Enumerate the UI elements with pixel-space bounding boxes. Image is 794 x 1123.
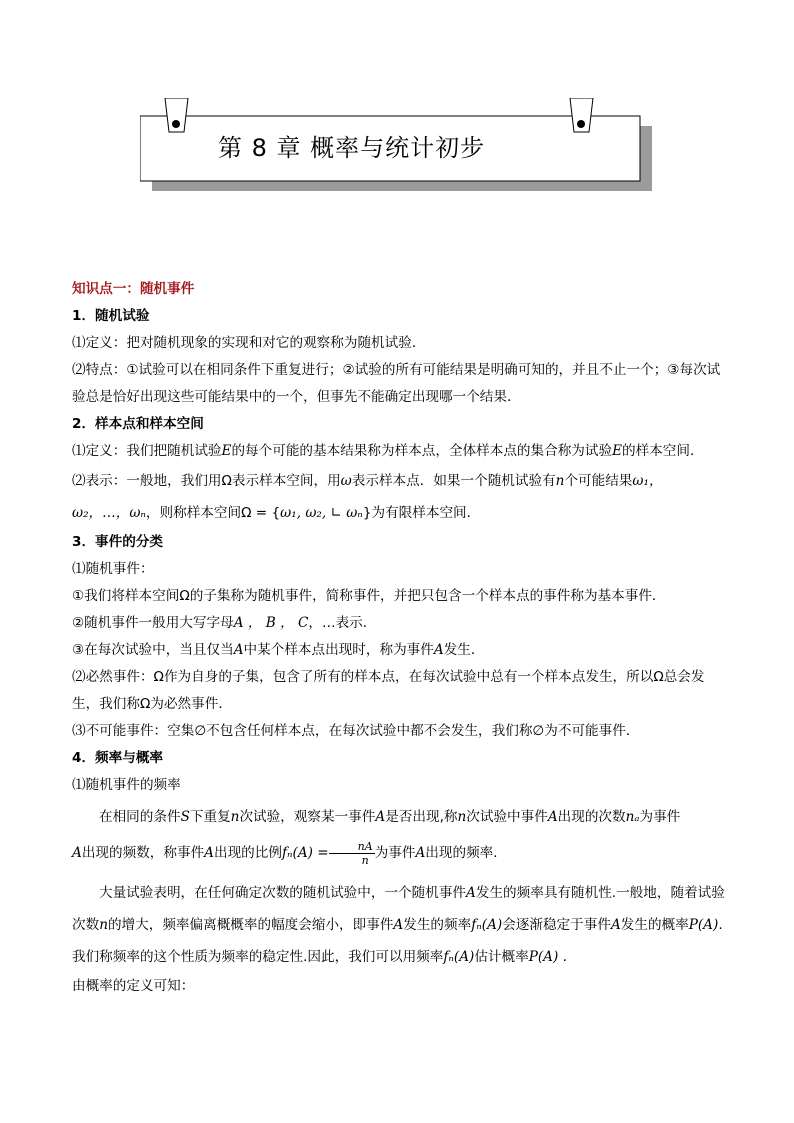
paragraph: ⑵必然事件：Ω作为自身的子集，包含了所有的样本点，在每次试验中总有一个样本点发生，所以Ω总会发生，我们称Ω为必然事件． [72,669,705,712]
paragraph: 在相同的条件S下重复n次试验，观察某一事件A是否出现,称n次试验中事件A出现的次数nₐ为事件 A出现的频数，称事件A出现的比例fₙ(A) = $\frac{nA}{n}$ 为事件A出现的频率. [72,809,681,867]
paragraph: 由概率的定义可知： [72,978,195,994]
chapter-title: 第 8 章 概率与统计初步 [218,134,486,162]
heading-sample-space: 2．样本点和样本空间 [72,416,204,432]
document-body [72,276,726,1000]
heading-frequency-probability: 4．频率与概率 [72,750,164,766]
paragraph: ②随机事件一般用大写字母A ， B ， C，…表示． [72,615,377,631]
paragraph: ⑴随机事件： [72,561,154,577]
banner-right-pin-icon [577,120,585,128]
paragraph: 大量试验表明，在任何确定次数的随机试验中，一个随机事件A发生的频率具有随机性.一般地，随着试验次数n的增大，频率偏离概概率的幅度会缩小，即事件A发生的频率fₙ(A)会逐渐稳定于事件A发生的概率P(A).我们称频率的这个性质为频率的稳定性.因此，我们可以用频率fₙ(A)估计概率P(A) . [72,885,725,965]
heading-random-experiment: 1．随机试验 [72,308,150,324]
banner-left-pin-icon [172,120,180,128]
paragraph: ⑶不可能事件：空集∅不包含任何样本点，在每次试验中都不会发生，我们称∅为不可能事件． [72,723,640,739]
paragraph: ⑴定义：把对随机现象的实现和对它的观察称为随机试验． [72,335,426,351]
paragraph: ⑴随机事件的频率 [72,777,181,793]
paragraph: ⑵特点：①试验可以在相同条件下重复进行；②试验的所有可能结果是明确可知的，并且不止一个；③每次试验总是恰好出现这些可能结果中的一个，但事先不能确定出现哪一个结果． [72,362,721,405]
paragraph: ①我们将样本空间Ω的子集称为随机事件，简称事件，并把只包含一个样本点的事件称为基本事件． [72,588,666,604]
paragraph: ⑴定义：我们把随机试验E的每个可能的基本结果称为样本点，全体样本点的集合称为试验E的样本空间． [72,443,704,459]
frequency-fraction: $\frac{nA}{n}$ [329,840,375,867]
section-title: 知识点一：随机事件 [72,281,195,297]
heading-event-classification: 3．事件的分类 [72,534,164,550]
paragraph: ③在每次试验中，当且仅当A中某个样本点出现时，称为事件A发生． [72,642,485,658]
paragraph: ⑵表示：一般地，我们用Ω表示样本空间，用ω表示样本点．如果一个随机试验有n个可能结果ω₁， ω₂，…，ωₙ，则称样本空间Ω = {ω₁, ω₂, ∟ ωₙ}为有限样本空间． [72,473,663,521]
